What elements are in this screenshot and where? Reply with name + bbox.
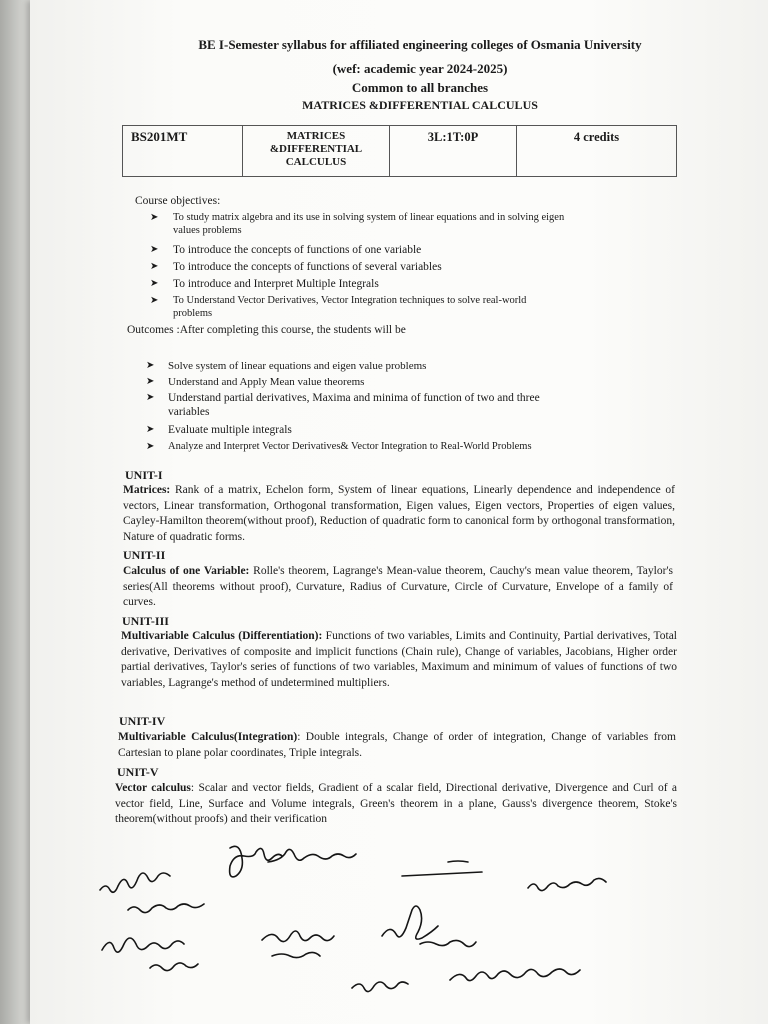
arrow-bullet-icon: ➤ — [146, 376, 155, 387]
unit-heading: UNIT-II — [123, 548, 166, 562]
branches-note: Common to all branches — [351, 80, 489, 95]
course-title-line: &DIFFERENTIAL — [269, 143, 363, 155]
objective-item-cont: problems — [173, 308, 213, 319]
arrow-bullet-icon: ➤ — [146, 441, 155, 452]
outcome-item: Understand and Apply Mean value theorems — [168, 376, 365, 388]
page-title: BE I-Semester syllabus for affiliated engineering colleges of Osmania University — [198, 37, 642, 52]
course-info-row — [123, 126, 677, 177]
unit-heading: UNIT-V — [117, 765, 159, 779]
unit-topics: Functions of two variables, Limits and Continuity, Partial derivatives, Total derivative, Derivatives of composite and implicit functions (Chain rule), Change of variables, Jacobians, Higher order partial derivatives, Taylor's series of functions of two variables, Maximum and minimum of values of functions of two variables, Lagrange's method of undetermined multipliers. — [121, 630, 677, 689]
outcome-item: Analyze and Interpret Vector Derivatives& Vector Integration to Real-World Problems — [168, 441, 532, 452]
lecture-tutorial-practical: 3L:1T:0P — [390, 126, 517, 177]
unit-heading: UNIT-I — [125, 468, 163, 482]
outcomes-heading: Outcomes :After completing this course, the students will be — [127, 324, 406, 336]
objective-item: To introduce the concepts of functions of one variable — [173, 244, 422, 256]
outcome-item: Understand partial derivatives, Maxima and minima of function of two and three — [168, 392, 540, 404]
arrow-bullet-icon: ➤ — [150, 278, 159, 289]
outcome-item-cont: variables — [168, 406, 210, 418]
arrow-bullet-icon: ➤ — [150, 261, 159, 272]
unit-topics: : Scalar and vector fields, Gradient of a scalar field, Directional derivative, Divergence and Curl of a vector field, Line, Surface and Volume integrals, Green's theorem in a plane, Gauss's divergence theorem, Stoke's theorem(without proofs) and their verification — [115, 782, 677, 825]
book-spine-shadow — [0, 0, 30, 1024]
course-credits: 4 credits — [517, 126, 677, 177]
outcome-item: Solve system of linear equations and eigen value problems — [168, 360, 427, 372]
unit-content — [115, 781, 677, 828]
academic-year: (wef: academic year 2024-2025) — [332, 61, 508, 76]
arrow-bullet-icon: ➤ — [150, 295, 159, 306]
course-title-line: MATRICES — [286, 130, 346, 142]
unit-content — [123, 564, 673, 611]
arrow-bullet-icon: ➤ — [150, 212, 159, 223]
objective-item: To study matrix algebra and its use in solving system of linear equations and in solving eigen — [173, 212, 565, 223]
unit-topics: Rolle's theorem, Lagrange's Mean-value theorem, Cauchy's mean value theorem, Taylor's series(All theorems without proof), Curvature, Radius of Curvature, Circle of Curvature, Envelope of a family of curves. — [123, 565, 673, 608]
objective-item: To Understand Vector Derivatives, Vector Integration techniques to solve real-world — [173, 295, 527, 306]
unit-content — [123, 483, 675, 545]
objective-item-cont: values problems — [173, 225, 242, 236]
objectives-heading: Course objectives: — [135, 195, 221, 207]
unit-title: Multivariable Calculus (Differentiation): — [121, 630, 323, 642]
unit-content — [121, 629, 677, 691]
unit-title: Calculus of one Variable: — [123, 565, 250, 577]
course-info-table — [122, 125, 677, 177]
unit-topics: Rank of a matrix, Echelon form, System of linear equations, Linearly dependence and independence of vectors, Linear transformation, Orthogonal transformation, Eigen values, Eigen vectors, Properties of eigen values, Cayley-Hamilton theorem(without proof), Reduction of quadratic form to canonical form by orthogonal transformation, Nature of quadratic forms. — [123, 484, 675, 543]
arrow-bullet-icon: ➤ — [150, 244, 159, 255]
objective-item: To introduce and Interpret Multiple Integrals — [173, 278, 379, 290]
unit-topics: : Double integrals, Change of order of integration, Change of variables from Cartesian to plane polar coordinates, Triple integrals. — [118, 731, 676, 759]
unit-title: Multivariable Calculus(Integration) — [118, 731, 298, 743]
arrow-bullet-icon: ➤ — [146, 424, 155, 435]
course-title-cell — [243, 126, 390, 177]
arrow-bullet-icon: ➤ — [146, 392, 155, 403]
course-name-heading: MATRICES &DIFFERENTIAL CALCULUS — [302, 98, 538, 112]
unit-title: Matrices: — [123, 484, 171, 496]
course-code: BS201MT — [123, 126, 243, 177]
unit-heading: UNIT-IV — [119, 714, 166, 728]
unit-content — [118, 730, 676, 761]
unit-heading: UNIT-III — [122, 614, 169, 628]
outcome-item: Evaluate multiple integrals — [168, 424, 292, 436]
arrow-bullet-icon: ➤ — [146, 360, 155, 371]
objective-item: To introduce the concepts of functions of several variables — [173, 261, 442, 273]
course-title-line: CALCULUS — [285, 156, 347, 168]
unit-title: Vector calculus — [115, 782, 191, 794]
